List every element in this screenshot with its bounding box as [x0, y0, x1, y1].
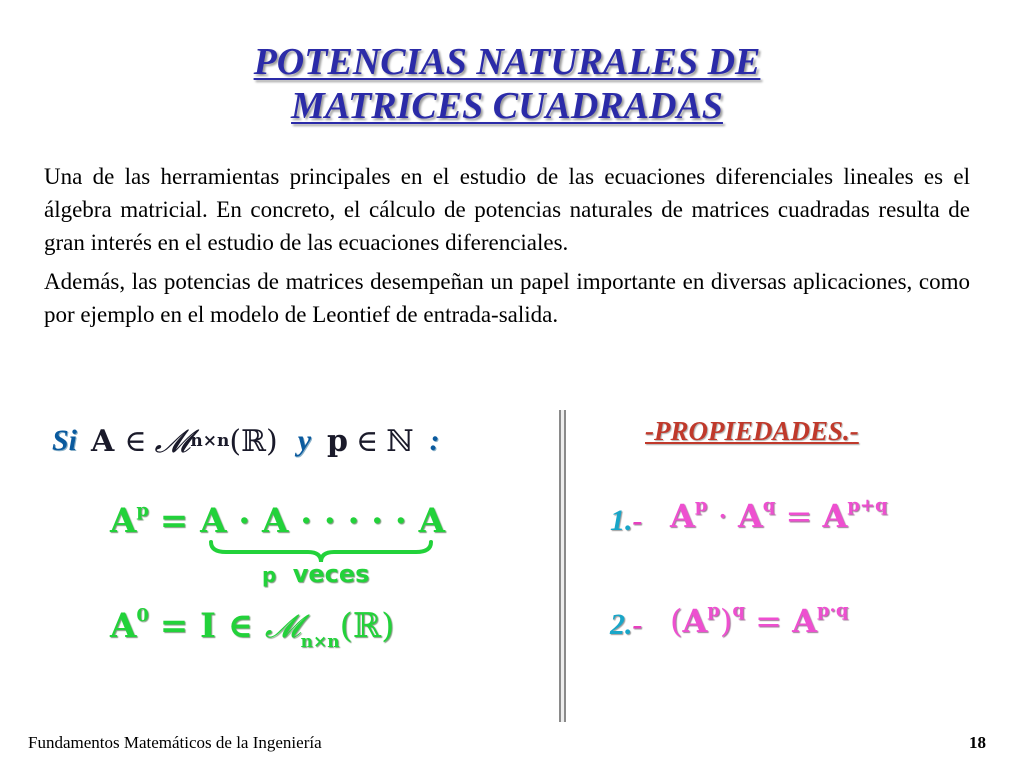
- element-of-symbol-2: ∈: [356, 423, 379, 459]
- p2-exp-p: p: [707, 600, 720, 621]
- paragraph-1: Una de las herramientas principales en el estudio de las ecuaciones diferenciales lineales es el álgebra matricial. En concreto, el cálculo de potencias naturales de matrices cuadradas resulta de gran interés en el estudio de las ecuaciones diferenciales.: [44, 164, 970, 255]
- matrix-space-symbol: 𝓜: [154, 421, 191, 460]
- footer-page-number: 18: [969, 733, 986, 752]
- p2-equals: =: [744, 602, 793, 640]
- si-word: Si: [52, 424, 78, 457]
- property-2-number: [610, 608, 643, 642]
- p1-exp-q: q: [762, 495, 776, 516]
- zero-matrix-space-subscript: n×n: [300, 632, 340, 652]
- slide-title-line-2: MATRICES CUADRADAS: [291, 85, 723, 127]
- p2-outer-exp-q: q: [732, 600, 745, 621]
- paragraph-2: Además, las potencias de matrices desempeñan un papel importante en diversas aplicaciones, como por ejemplo en el modelo de Leontief de entrada-salida.: [44, 269, 970, 327]
- brace-label-veces: veces: [292, 560, 370, 588]
- property-2-formula: [670, 600, 848, 640]
- power-definition-formula: [110, 500, 445, 541]
- property-1-formula: [670, 495, 888, 535]
- p2-open-paren: (: [670, 602, 683, 640]
- property-1-index: 1.: [610, 504, 633, 537]
- zero-power-base: A: [110, 606, 137, 646]
- real-field: (ℝ): [229, 423, 278, 459]
- element-of-symbol: ∈: [124, 423, 147, 459]
- p2-base-a: A: [682, 602, 708, 640]
- property-1-number: [610, 504, 643, 538]
- property-2-dash: -: [632, 608, 643, 641]
- power-product: = A · A · · · · · A: [159, 501, 445, 541]
- p1-exp-sum: p+q: [847, 495, 888, 516]
- p1-equals: =: [775, 497, 823, 535]
- p2-base-c: A: [792, 602, 817, 640]
- exponent-p: p: [327, 423, 348, 459]
- column-divider: [559, 410, 566, 722]
- and-word: y: [297, 424, 312, 457]
- slide-title-line-1: POTENCIAS NATURALES DE: [253, 41, 761, 83]
- identity-expression: = I ∈: [159, 606, 265, 646]
- property-1-dash: -: [632, 504, 643, 537]
- footer-course: Fundamentos Matemáticos de la Ingeniería: [28, 733, 322, 752]
- p1-base-b: A: [737, 497, 763, 535]
- power-base: A: [110, 501, 137, 541]
- p1-base-a: A: [670, 497, 695, 535]
- properties-title: -PROPIEDADES.-: [645, 416, 859, 446]
- brace-label-p: p: [262, 563, 277, 587]
- p1-dot: ·: [707, 497, 738, 535]
- power-exponent: p: [136, 500, 149, 521]
- zero-power-exponent: 0: [136, 605, 149, 626]
- matrix-a: A: [91, 423, 115, 459]
- naturals-symbol: ℕ: [386, 423, 414, 459]
- p2-exp-product: p·q: [816, 600, 849, 621]
- p1-base-c: A: [822, 497, 848, 535]
- zero-real-field: (ℝ): [339, 606, 395, 646]
- p2-close-paren: ): [719, 602, 733, 640]
- colon: :: [429, 424, 440, 457]
- p1-exp-p: p: [694, 495, 708, 516]
- slide-title: [0, 40, 1014, 128]
- property-2-index: 2.: [610, 608, 633, 641]
- brace-label: [262, 560, 369, 588]
- zero-matrix-space-symbol: 𝓜: [264, 607, 301, 645]
- definition-hypothesis: [52, 415, 440, 467]
- slide-body: [44, 160, 970, 337]
- matrix-space-subscript: n×n: [190, 431, 230, 451]
- zero-power-formula: [110, 605, 394, 652]
